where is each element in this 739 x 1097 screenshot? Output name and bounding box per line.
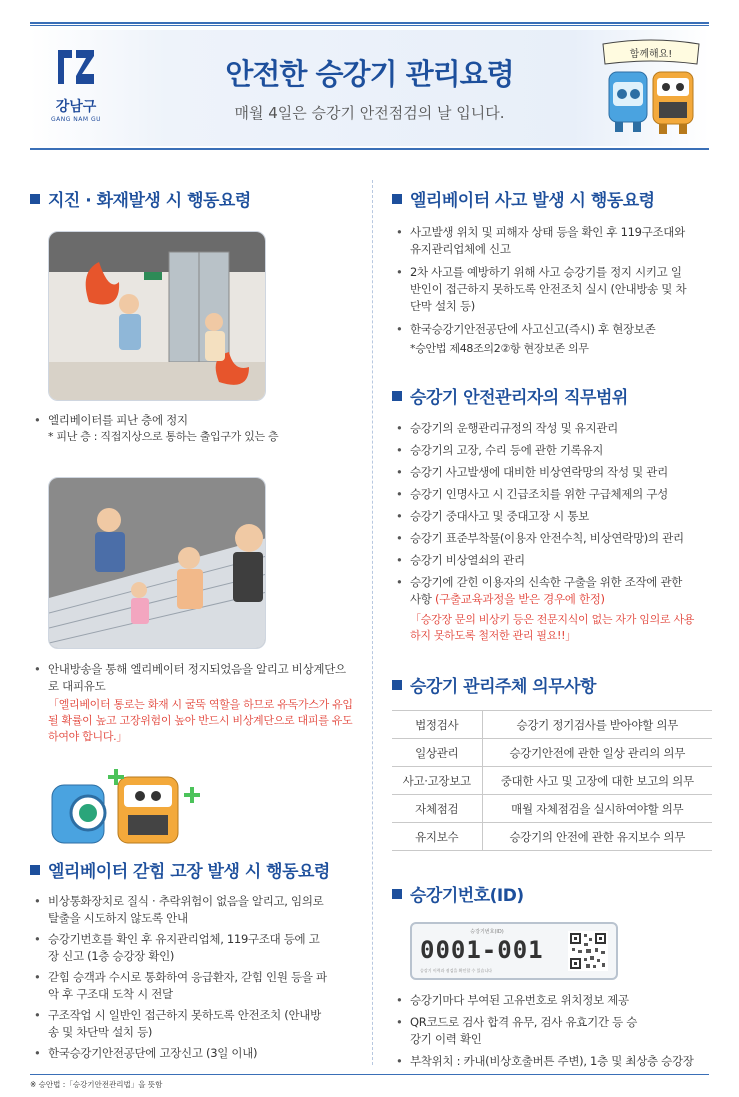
list-item: • 승강기 사고발생에 대비한 비상연락망의 작성 및 관리 bbox=[392, 464, 702, 481]
section-heading-owner-duties bbox=[392, 672, 712, 697]
section-title: 승강기 관리주체 의무사항 bbox=[410, 677, 596, 697]
list-item: • 승강기의 운행관리규정의 작성 및 유지관리 bbox=[392, 420, 702, 437]
duty-key: 법정검사 bbox=[392, 711, 482, 739]
list-item: • 한국승강기안전공단에 사고신고(즉시) 후 현장보존 bbox=[392, 321, 692, 338]
education-condition: (구출교육과정을 받은 경우에 한정) bbox=[434, 592, 605, 606]
list-item: • 2차 사고를 예방하기 위해 사고 승강기를 정지 시키고 일반인이 접근하지 못하도록 안전조치 실시 (안내방송 및 차단막 설치 등) bbox=[392, 264, 692, 315]
table-row bbox=[392, 711, 712, 739]
table-row bbox=[392, 767, 712, 795]
duty-key: 유지보수 bbox=[392, 823, 482, 851]
section-heading-trapped bbox=[30, 857, 360, 882]
header-rule bbox=[30, 148, 709, 150]
fire-evacuation-illustration bbox=[48, 231, 266, 401]
qr-code-icon bbox=[568, 931, 608, 971]
duty-value: 승강기의 안전에 관한 유지보수 의무 bbox=[482, 823, 712, 851]
left-column bbox=[30, 186, 360, 1062]
list-item: • 승강기 비상열쇠의 관리 bbox=[392, 552, 702, 569]
trapped-list bbox=[30, 893, 330, 1062]
section-title: 엘리베이터 갇힘 고장 발생 시 행동요령 bbox=[48, 862, 330, 882]
logo-text: 강남구 bbox=[55, 99, 97, 115]
list-item: • 승강기마다 부여된 고유번호로 위치정보 제공 bbox=[392, 992, 702, 1009]
list-item: • 엘리베이터를 피난 층에 정지 bbox=[30, 412, 330, 429]
elevator-id-plate bbox=[410, 922, 618, 980]
mascot-sign-text: 함께해요! bbox=[629, 49, 673, 60]
list-item: • 승강기 인명사고 시 긴급조치를 위한 구급체제의 구성 bbox=[392, 486, 702, 503]
fire-list bbox=[30, 412, 330, 429]
duty-table bbox=[392, 710, 712, 851]
accident-list bbox=[392, 224, 692, 338]
section-heading-manager-duties bbox=[392, 383, 712, 408]
header bbox=[30, 30, 709, 146]
list-item: • 한국승강기안전공단에 고장신고 (3일 이내) bbox=[30, 1045, 330, 1062]
section-title: 엘리베이터 사고 발생 시 행동요령 bbox=[410, 191, 655, 211]
plate-number: 0001-001 bbox=[420, 936, 544, 964]
square-bullet-icon bbox=[392, 680, 402, 690]
duty-key: 자체점검 bbox=[392, 795, 482, 823]
list-item: • 갇힘 승객과 수시로 통화하여 응급환자, 갇힘 인원 등을 파악 후 구조대 도착 시 전달 bbox=[30, 969, 330, 1003]
column-divider bbox=[372, 180, 373, 1065]
list-item: • 승강기 중대사고 및 중대고장 시 통보 bbox=[392, 508, 702, 525]
section-heading-elevator-id bbox=[392, 881, 712, 906]
manager-duties-list bbox=[392, 420, 702, 608]
list-item-text: 승강기에 갇힌 이용자의 신속한 구출을 위한 조작에 관한 사항 bbox=[410, 575, 683, 606]
plate-label: 승강기번호(ID) bbox=[470, 929, 504, 935]
duty-value: 승강기 정기검사를 받아야할 의무 bbox=[482, 711, 712, 739]
stairs-evacuation-illustration bbox=[48, 477, 266, 649]
section-title: 승강기번호(ID) bbox=[410, 886, 524, 906]
list-item: • 승강기의 고장, 수리 등에 관한 기록유지 bbox=[392, 442, 702, 459]
square-bullet-icon bbox=[30, 194, 40, 204]
list-item: • QR코드로 검사 합격 유무, 검사 유효기간 등 승강기 이력 확인 bbox=[392, 1014, 642, 1048]
list-item: • 부착위치 : 카내(비상호출버튼 주변), 1층 및 최상층 승강장 bbox=[392, 1053, 702, 1070]
elevator-id-list bbox=[392, 992, 702, 1070]
stairs-list bbox=[30, 661, 348, 695]
section-heading-fire bbox=[30, 186, 360, 211]
table-row bbox=[392, 823, 712, 851]
plate-caption: 승강기 이력과 점검을 확인할 수 있습니다 bbox=[420, 968, 493, 973]
square-bullet-icon bbox=[392, 889, 402, 899]
square-bullet-icon bbox=[392, 194, 402, 204]
list-item bbox=[392, 574, 692, 608]
footer-rule bbox=[30, 1074, 709, 1075]
emergency-key-warning: 「승강장 문의 비상키 등은 전문지식이 없는 자가 임의로 사용하지 못하도록 철저한 관리 필요!!」 bbox=[410, 613, 695, 642]
logo-subtext: GANG NAM GU bbox=[50, 116, 102, 123]
page-subtitle: 매월 4일은 승강기 안전점검의 날 입니다. bbox=[234, 104, 505, 122]
right-column bbox=[392, 186, 712, 1070]
duty-value: 중대한 사고 및 고장에 대한 보고의 의무 bbox=[482, 767, 712, 795]
list-item: • 안내방송을 통해 엘리베이터 정지되었음을 알리고 비상계단으로 대피유도 bbox=[30, 661, 348, 695]
list-item: • 승강기번호를 확인 후 유지관리업체, 119구조대 등에 고장 신고 (1층 승강장 확인) bbox=[30, 931, 330, 965]
square-bullet-icon bbox=[392, 391, 402, 401]
square-bullet-icon bbox=[30, 865, 40, 875]
preservation-note: *승안법 제48조의2②항 현장보존 의무 bbox=[410, 342, 589, 355]
list-item: • 승강기 표준부착물(이용자 안전수칙, 비상연락망)의 관리 bbox=[392, 530, 702, 547]
section-title: 승강기 안전관리자의 직무범위 bbox=[410, 388, 628, 408]
duty-key: 일상관리 bbox=[392, 739, 482, 767]
page-title: 안전한 승강기 관리요령 bbox=[225, 57, 514, 91]
mascot-pair-illustration bbox=[48, 767, 208, 851]
table-row bbox=[392, 739, 712, 767]
top-rule bbox=[30, 22, 709, 26]
list-item: • 비상통화장치로 질식 · 추락위험이 없음을 알리고, 임의로 탈출을 시도하지 않도록 안내 bbox=[30, 893, 330, 927]
refuge-floor-note: * 피난 층 : 직접지상으로 통하는 출입구가 있는 층 bbox=[48, 430, 279, 443]
section-heading-accident bbox=[392, 186, 712, 211]
duty-key: 사고·고장보고 bbox=[392, 767, 482, 795]
mascot-illustration bbox=[599, 38, 703, 140]
section-title: 지진 · 화재발생 시 행동요령 bbox=[48, 191, 251, 211]
list-item: • 사고발생 위치 및 피해자 상태 등을 확인 후 119구조대와 유지관리업체에 신고 bbox=[392, 224, 692, 258]
footnote: ※ 승안법 :「승강기안전관리법」을 뜻함 bbox=[30, 1080, 163, 1089]
duty-value: 매월 자체점검을 실시하여야할 의무 bbox=[482, 795, 712, 823]
chimney-warning: 「엘리베이터 통로는 화재 시 굴뚝 역할을 하므로 유독가스가 유입될 확률이 높고 고장위험이 높아 반드시 비상계단으로 대피를 유도하여야 합니다.」 bbox=[48, 698, 353, 743]
table-row bbox=[392, 795, 712, 823]
duty-value: 승강기안전에 관한 일상 관리의 의무 bbox=[482, 739, 712, 767]
list-item: • 구조작업 시 일반인 접근하지 못하도록 안전조치 (안내방송 및 차단막 설치 등) bbox=[30, 1007, 330, 1041]
